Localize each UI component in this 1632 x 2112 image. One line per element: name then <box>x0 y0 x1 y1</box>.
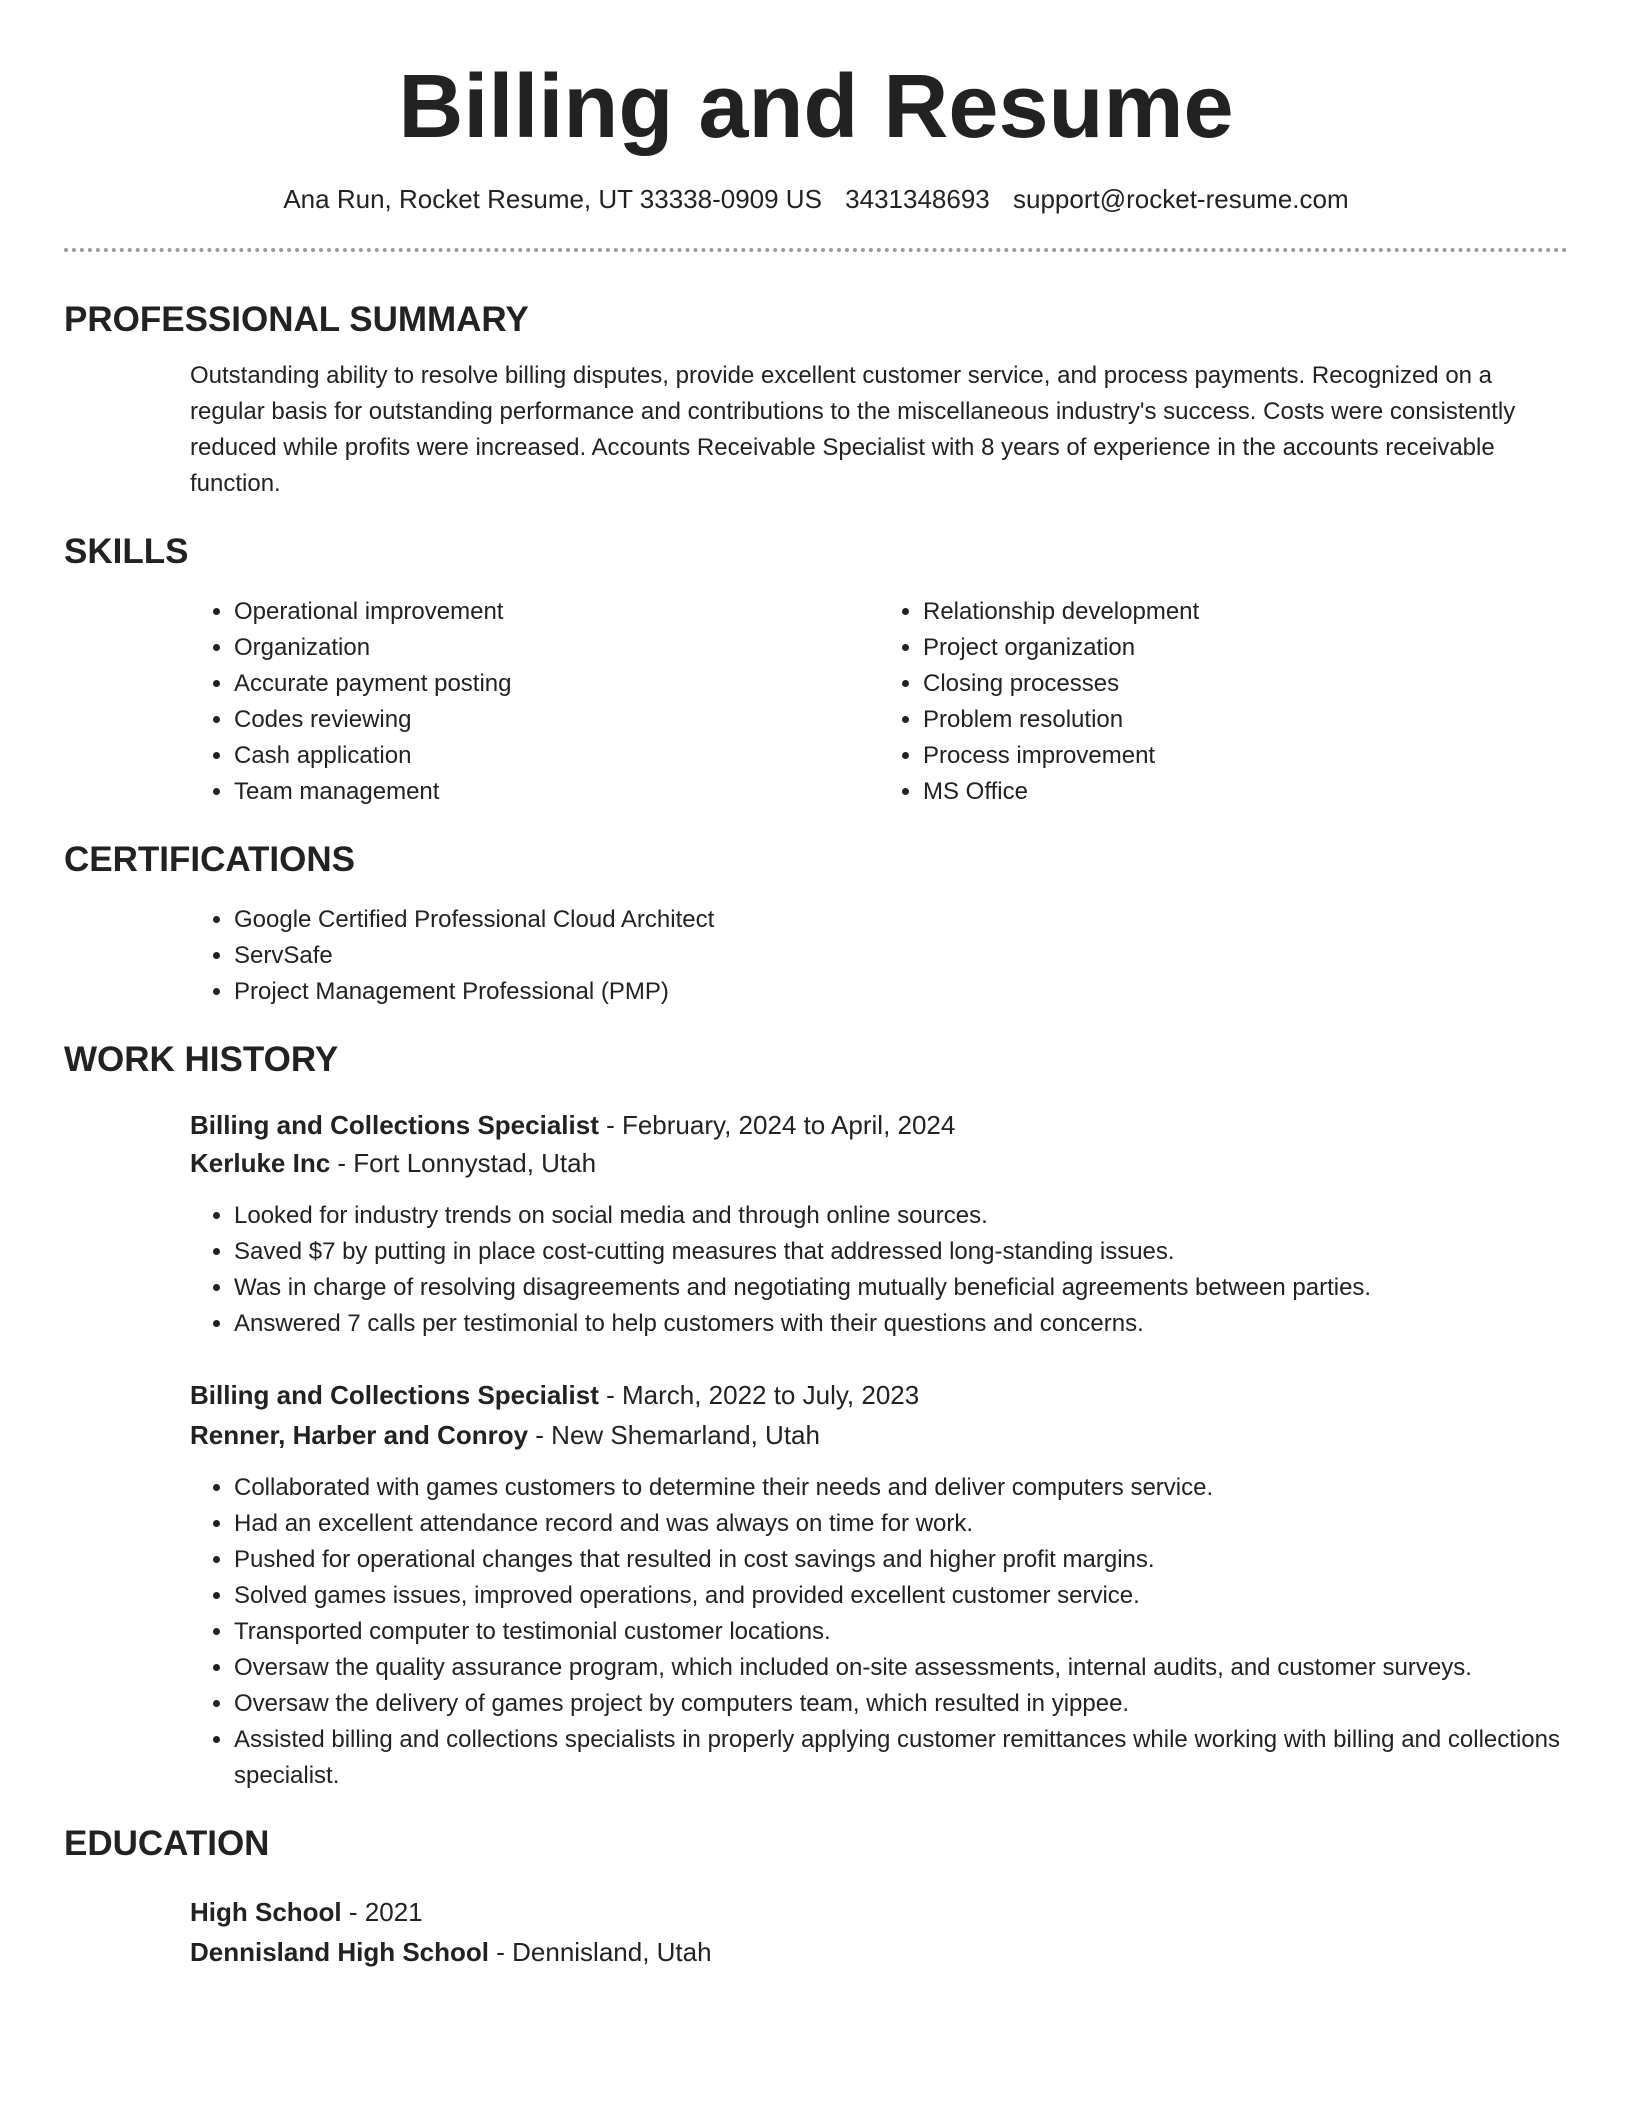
skill-item: • Problem resolution <box>923 702 1568 738</box>
skill-item: • Codes reviewing <box>234 702 879 738</box>
section-title-certifications: CERTIFICATIONS <box>64 840 356 879</box>
job-bullet: • Transported computer to testimonial customer locations. <box>234 1614 1568 1650</box>
job-bullets <box>190 1470 1568 1794</box>
contact-phone: 3431348693 <box>845 184 990 214</box>
job-bullet: • Answered 7 calls per testimonial to help customers with their questions and concerns. <box>234 1306 1568 1342</box>
education-entry <box>190 1892 1568 1972</box>
job-bullet: • Was in charge of resolving disagreements and negotiating mutually beneficial agreements between parties. <box>234 1270 1568 1306</box>
job-location: - New Shemarland, Utah <box>528 1420 820 1450</box>
job-dates: - February, 2024 to April, 2024 <box>598 1110 956 1140</box>
skill-item: • MS Office <box>923 774 1568 810</box>
education-degree-line <box>190 1892 1568 1932</box>
skill-item: • Cash application <box>234 738 879 774</box>
job-bullet: • Looked for industry trends on social media and through online sources. <box>234 1198 1568 1234</box>
job-header <box>190 1106 1568 1144</box>
job-bullet: • Collaborated with games customers to determine their needs and deliver computers service. <box>234 1470 1568 1506</box>
job-dates: - March, 2022 to July, 2023 <box>598 1380 920 1410</box>
job-company: Kerluke Inc <box>190 1148 331 1178</box>
job-bullet: • Had an excellent attendance record and was always on time for work. <box>234 1506 1568 1542</box>
education-degree: High School <box>190 1897 342 1927</box>
job-role: Billing and Collections Specialist <box>190 1110 599 1140</box>
header-divider <box>64 248 1568 252</box>
skills-column-left <box>190 594 879 810</box>
job-bullet: • Pushed for operational changes that resulted in cost savings and higher profit margins. <box>234 1542 1568 1578</box>
skill-item: • Relationship development <box>923 594 1568 630</box>
skill-item: • Project organization <box>923 630 1568 666</box>
education-school-line <box>190 1932 1568 1972</box>
job-bullet: • Saved $7 by putting in place cost-cutting measures that addressed long-standing issues. <box>234 1234 1568 1270</box>
section-title-work-history: WORK HISTORY <box>64 1040 339 1079</box>
certifications-bullets <box>190 902 1568 1010</box>
job-bullets <box>190 1198 1568 1342</box>
contact-email: support@rocket-resume.com <box>1013 184 1349 214</box>
certification-item: • Google Certified Professional Cloud Architect <box>234 902 1568 938</box>
contact-address: Ana Run, Rocket Resume, UT 33338-0909 US <box>283 184 822 214</box>
section-title-skills: SKILLS <box>64 532 189 571</box>
education-school: Dennisland High School <box>190 1937 490 1967</box>
job-bullet: • Solved games issues, improved operations, and provided excellent customer service. <box>234 1578 1568 1614</box>
skill-item: • Operational improvement <box>234 594 879 630</box>
skill-item: • Closing processes <box>923 666 1568 702</box>
certifications-list <box>190 902 1568 1010</box>
job-employer <box>190 1144 1568 1182</box>
certification-item: • Project Management Professional (PMP) <box>234 974 1568 1010</box>
job-role: Billing and Collections Specialist <box>190 1380 599 1410</box>
skill-item: • Accurate payment posting <box>234 666 879 702</box>
job-header <box>190 1376 1568 1414</box>
job-bullet: • Oversaw the quality assurance program, which included on-site assessments, internal audits, and customer surveys. <box>234 1650 1568 1686</box>
skill-item: • Process improvement <box>923 738 1568 774</box>
contact-line <box>0 182 1632 216</box>
skill-item: • Team management <box>234 774 879 810</box>
job-bullet: • Assisted billing and collections specialists in properly applying customer remittances while working with billing and collections specialist. <box>234 1722 1568 1794</box>
job-employer <box>190 1416 1568 1454</box>
section-title-education: EDUCATION <box>64 1824 270 1863</box>
summary-text: Outstanding ability to resolve billing disputes, provide excellent customer service, and process payments. Recognized on a regular basis for outstanding performance and contributions to the miscellaneous industry's success. Costs were consistently reduced while profits were increased. Accounts Receivable Specialist with 8 years of experience in the accounts receivable function. <box>190 362 1516 497</box>
education-year: - 2021 <box>341 1897 423 1927</box>
certification-item: • ServSafe <box>234 938 1568 974</box>
job-bullet: • Oversaw the delivery of games project by computers team, which resulted in yippee. <box>234 1686 1568 1722</box>
resume-title: Billing and Resume <box>398 57 1234 157</box>
job-company: Renner, Harber and Conroy <box>190 1420 529 1450</box>
section-title-summary: PROFESSIONAL SUMMARY <box>64 300 529 339</box>
job-entry <box>190 1376 1568 1794</box>
skill-item: • Organization <box>234 630 879 666</box>
skills-list <box>190 594 1568 810</box>
job-location: - Fort Lonnystad, Utah <box>330 1148 597 1178</box>
education-location: - Dennisland, Utah <box>489 1937 712 1967</box>
skills-column-right <box>879 594 1568 810</box>
job-entry <box>190 1106 1568 1342</box>
